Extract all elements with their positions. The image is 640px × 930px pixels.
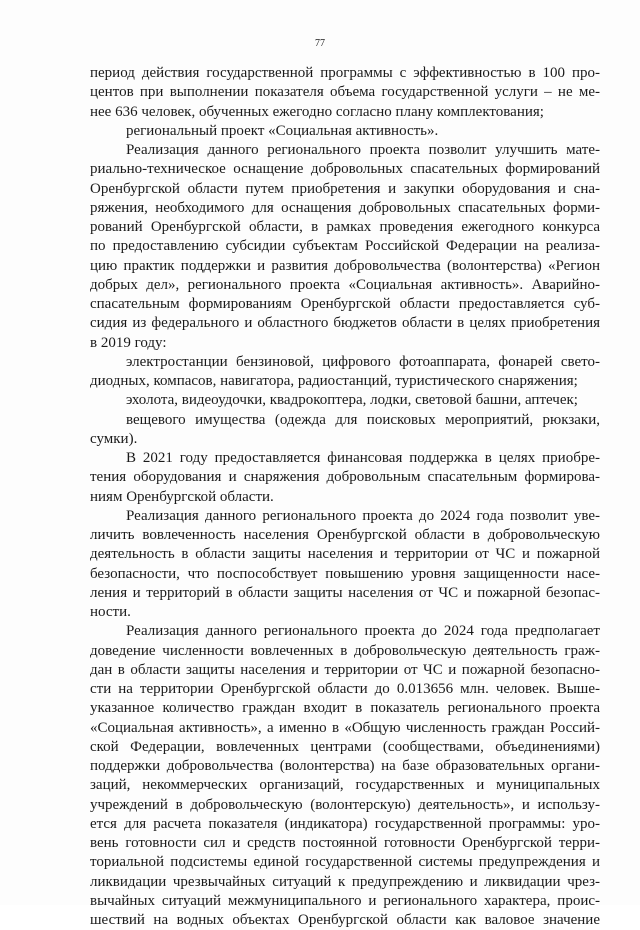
text-line: ления и территорий в области защиты населения от ЧС и пожарной безопас- bbox=[90, 584, 600, 601]
text-line: вещевого имущества (одежда для поисковых мероприятий, рюкзаки, bbox=[126, 411, 600, 428]
text-line: ликвидации чрезвычайных ситуаций к предупреждению и ликвидации чрез- bbox=[90, 873, 600, 890]
text-line: эхолота, видеоудочки, квадрокоптера, лодки, световой башни, аптечек; bbox=[126, 392, 578, 409]
text-line: ряжения, необходимого для оснащения добровольных спасательных форми- bbox=[90, 199, 600, 216]
text-line: цию практик поддержки и развития добровольчества (волонтерства) «Регион bbox=[90, 257, 600, 274]
text-line: спасательным формированиям Оренбургской области предоставляется суб- bbox=[90, 296, 600, 312]
text-line: вычайных ситуаций межмуниципального и регионального характера, проис- bbox=[90, 892, 600, 909]
text-line: В 2021 году предоставляется финансовая поддержка в целях приобре- bbox=[126, 450, 600, 466]
text-line: период действия государственной программы с эффективностью в 100 про- bbox=[90, 65, 600, 81]
text-line: шествий на водных объектах Оренбургской области как валовое значение bbox=[90, 912, 600, 928]
text-line: личить вовлеченность населения Оренбургской области в добровольческую bbox=[90, 527, 600, 543]
text-line: Реализация данного регионального проекта позволит улучшить мате- bbox=[126, 142, 600, 158]
text-line: безопасности, что поспособствует повышению уровня защищенности насе- bbox=[90, 565, 600, 582]
text-line: ности. bbox=[90, 604, 131, 620]
text-line: Реализация данного регионального проекта до 2024 года предполагает bbox=[126, 623, 600, 640]
text-line: Оренбургской области путем приобретения и закупки оборудования и сна- bbox=[90, 180, 600, 197]
text-line: ской Федерации, вовлеченных центрами (сообществами, объединениями) bbox=[90, 738, 600, 755]
text-line: добрых дел», регионального проекта «Социальная активность». Аварийно- bbox=[90, 276, 600, 293]
page-number: 77 bbox=[315, 38, 325, 49]
text-line: сидия из федерального и областного бюджетов области в целях приобретения bbox=[90, 315, 600, 332]
text-line: сти на территории Оренбургской области до 0.013656 млн. человек. Выше- bbox=[90, 681, 600, 697]
text-line: по предоставлению субсидии субъектам Российской Федерации на реализа- bbox=[90, 238, 600, 255]
text-line: поддержки добровольчества (волонтерства) на базе образовательных органи- bbox=[90, 758, 600, 774]
text-line: электростанции бензиновой, цифрового фотоаппарата, фонарей свето- bbox=[126, 353, 600, 370]
text-line: доведение численности вовлеченных в добровольческую деятельность граж- bbox=[90, 642, 600, 659]
text-line: заций, некоммерческих организаций, государственных и муниципальных bbox=[90, 777, 600, 794]
text-line: дан в области защиты населения и территории от ЧС и пожарной безопасно- bbox=[90, 661, 600, 678]
text-line: в 2019 году: bbox=[90, 334, 167, 351]
text-line: «Социальная активность», а именно в «Общую численность граждан Россий- bbox=[90, 719, 600, 736]
text-line: вень готовности сил и средств постоянной готовности Оренбургской терри- bbox=[90, 835, 600, 851]
text-line: риально-техническое оснащение добровольных спасательных формирований bbox=[90, 161, 600, 178]
text-line: указанное количество граждан входит в показатель регионального проекта bbox=[90, 700, 600, 717]
text-line: диодных, компасов, навигатора, радиостанций, туристического снаряжения; bbox=[90, 373, 578, 389]
text-line: рований Оренбургской области, в рамках проведения ежегодного конкурса bbox=[90, 219, 600, 235]
text-line: центов при выполнении показателя объема государственной услуги – не ме- bbox=[90, 84, 600, 101]
text-line: ется для расчета показателя (индикатора) государственной программы: уро- bbox=[90, 815, 600, 832]
text-line: сумки). bbox=[90, 430, 138, 447]
body-text bbox=[90, 64, 600, 930]
text-line: Реализация данного регионального проекта до 2024 года позволит уве- bbox=[126, 507, 600, 524]
text-line: тения оборудования и снаряжения добровольным спасательным формирова- bbox=[90, 469, 600, 486]
text-line: ториальной подсистемы единой государственной системы предупреждения и bbox=[90, 854, 600, 871]
text-line: ниям Оренбургской области. bbox=[90, 488, 274, 505]
text-line: региональный проект «Социальная активность». bbox=[126, 122, 439, 139]
text-line: учреждений в добровольческую (волонтерскую) деятельность», и использу- bbox=[90, 796, 600, 813]
text-line: деятельность в области защиты населения и территории от ЧС и пожарной bbox=[90, 546, 600, 563]
text-line: нее 636 человек, обученных ежегодно согласно плану комплектования; bbox=[90, 103, 544, 120]
